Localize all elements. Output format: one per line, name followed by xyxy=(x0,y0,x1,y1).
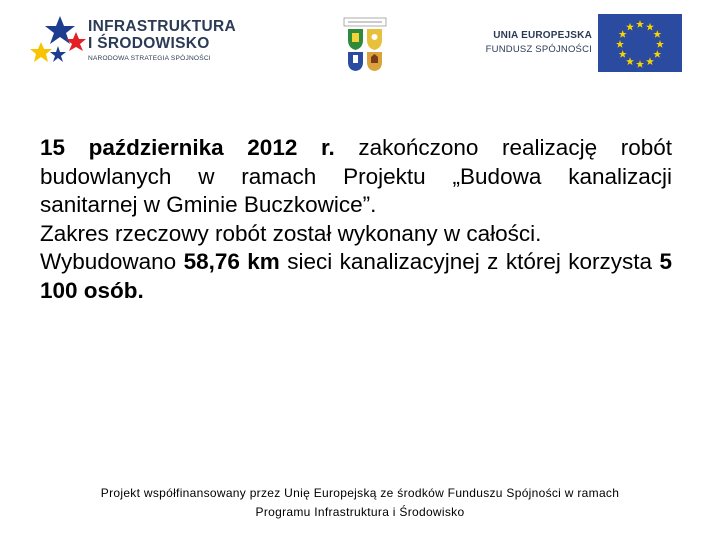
gmina-crests-icon xyxy=(343,17,387,72)
eu-line-2: FUNDUSZ SPÓJNOŚCI xyxy=(485,44,592,55)
infrastruktura-logo xyxy=(30,14,240,74)
header xyxy=(0,0,720,90)
footer-line-1: Projekt współfinansowany przez Unię Europejską ze środków Funduszu Spójności w ramach xyxy=(100,486,620,500)
paragraph-results xyxy=(40,248,672,305)
announcement-text xyxy=(40,134,672,305)
results-pre: Wybudowano xyxy=(40,249,184,274)
footer xyxy=(10,484,710,522)
logo-line-2: I ŚRODOWISKO xyxy=(88,35,210,52)
logo-line-1: INFRASTRUKTURA xyxy=(88,18,236,35)
results-mid: sieci kanalizacyjnej z której korzysta xyxy=(279,249,660,274)
eu-logo-text xyxy=(468,30,592,55)
eu-flag-icon xyxy=(598,14,682,72)
completion-date: 15 października 2012 r. xyxy=(40,135,335,160)
paragraph-completion xyxy=(40,134,672,220)
logo-line-3: NARODOWA STRATEGIA SPÓJNOŚCI xyxy=(88,55,211,62)
footer-line-2: Programu Infrastruktura i Środowisko xyxy=(255,505,465,519)
stars-logo-icon xyxy=(30,14,86,70)
completion-text: zakończono realizację robót budowlanych w ramach Projektu „Budowa kanalizacji sanitarnej w Gminie Buczkowice”. xyxy=(40,135,672,217)
paragraph-scope: Zakres rzeczowy robót został wykonany w całości. xyxy=(40,220,542,246)
people-count: 5 100 osób. xyxy=(40,249,672,303)
network-length: 58,76 km xyxy=(183,249,280,274)
eu-line-1: UNIA EUROPEJSKA xyxy=(493,30,592,41)
